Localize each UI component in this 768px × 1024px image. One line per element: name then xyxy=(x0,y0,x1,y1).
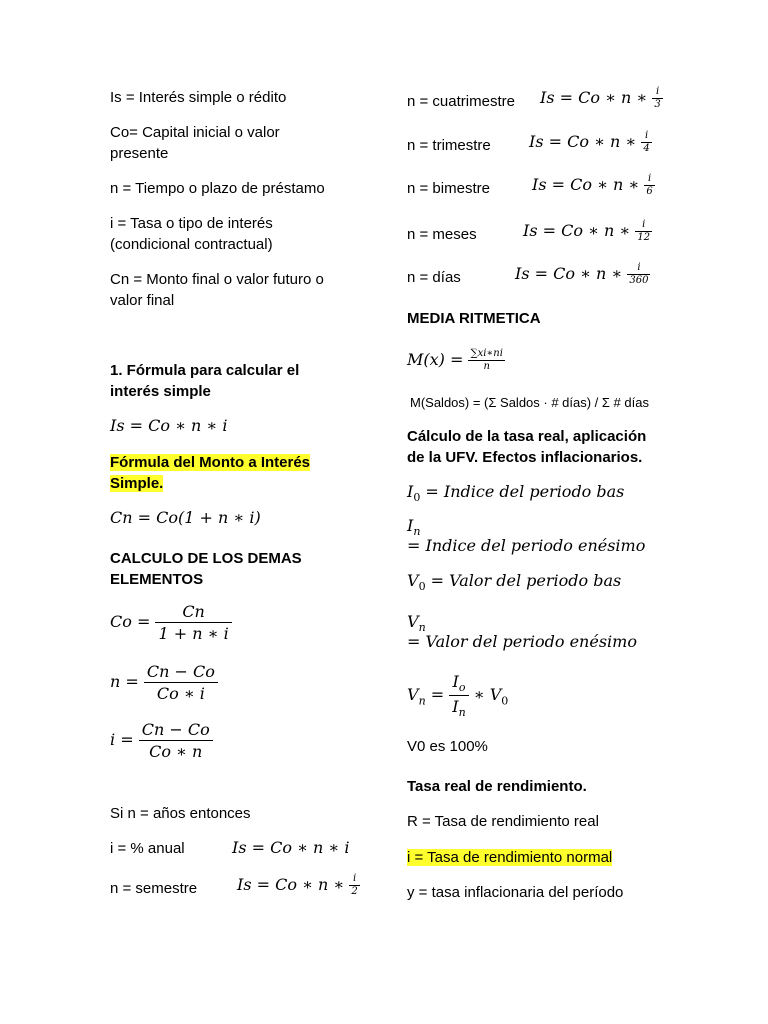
v0-symbol: V xyxy=(407,571,419,590)
def-v0 xyxy=(407,571,621,593)
formula-dias xyxy=(515,262,650,287)
n-dias: n = días xyxy=(407,269,461,286)
highlight-i-normal: i = Tasa de rendimiento normal xyxy=(407,849,613,866)
media-denominator: n xyxy=(483,361,490,372)
formula-n-lhs: n = xyxy=(110,672,139,691)
heading-formula-interes-line2: interés simple xyxy=(110,383,211,400)
def-i-line2: (condicional contractual) xyxy=(110,236,273,253)
formula-bimestre-body: Is = Co ∗ n ∗ xyxy=(532,175,640,194)
si-anos: Si n = años entonces xyxy=(110,805,251,822)
v0-definition: = Valor del periodo bas xyxy=(430,571,622,590)
def-in: = Indice del periodo enésimo xyxy=(407,536,646,555)
formula-anual: Is = Co ∗ n ∗ i xyxy=(232,838,350,857)
vn-den-symbol: I xyxy=(452,697,459,717)
def-n: n = Tiempo o plazo de préstamo xyxy=(110,180,325,197)
formula-vn-denominator xyxy=(449,696,468,719)
formula-co xyxy=(110,602,232,643)
vn-subscript: n xyxy=(418,621,426,635)
formula-n xyxy=(110,662,218,703)
formula-monto: Cn = Co(1 + n ∗ i) xyxy=(110,508,261,527)
def-i-line1: i = Tasa o tipo de interés xyxy=(110,215,273,232)
formula-i-lhs: i = xyxy=(110,730,134,749)
formula-co-denominator: 1 + n ∗ i xyxy=(158,624,229,643)
dias-denominator: 360 xyxy=(629,275,649,286)
heading-media: MEDIA RITMETICA xyxy=(407,310,541,327)
heading-tasa-real: Tasa real de rendimiento. xyxy=(407,778,587,795)
heading-monto-line1 xyxy=(110,452,310,473)
formula-vn-symbol: V xyxy=(407,685,419,705)
in-symbol-line xyxy=(407,516,420,538)
trimestre-denominator: 4 xyxy=(643,143,650,154)
trimestre-numerator: i xyxy=(641,130,651,143)
heading-monto-line2 xyxy=(110,473,163,494)
formula-semestre xyxy=(237,873,360,898)
heading-tasa-line1: Cálculo de la tasa real, aplicación xyxy=(407,428,647,445)
cuatrimestre-denominator: 3 xyxy=(654,99,661,110)
media-numerator: ∑xi∗ni xyxy=(470,348,503,359)
n-bimestre: n = bimestre xyxy=(407,180,490,197)
formula-media xyxy=(407,348,505,373)
formula-cuatrimestre xyxy=(540,86,663,111)
formula-trimestre xyxy=(529,130,652,155)
semestre-denominator: 2 xyxy=(351,886,358,897)
v0-subscript: 0 xyxy=(418,580,426,594)
formula-cuatrimestre-body: Is = Co ∗ n ∗ xyxy=(540,88,648,107)
vn-symbol-line xyxy=(407,612,426,634)
formula-n-denominator: Co ∗ i xyxy=(156,684,205,703)
formula-semestre-body: Is = Co ∗ n ∗ xyxy=(237,875,345,894)
vn-num-subscript: o xyxy=(458,681,466,695)
def-is: Is = Interés simple o rédito xyxy=(110,89,287,106)
i0-subscript: 0 xyxy=(413,491,421,505)
vn-den-subscript: n xyxy=(458,706,466,720)
formula-interes-simple: Is = Co ∗ n ∗ i xyxy=(110,416,228,435)
formula-co-lhs: Co = xyxy=(110,612,151,631)
semestre-numerator: i xyxy=(349,873,359,886)
def-cn-line1: Cn = Monto final o valor futuro o xyxy=(110,271,324,288)
highlight-monto-2: Simple. xyxy=(110,475,164,492)
dias-numerator: i xyxy=(627,262,650,275)
formula-vn-tail: ∗ V xyxy=(473,685,502,705)
m-saldos: M(Saldos) = (Σ Saldos · # días) / Σ # días xyxy=(410,395,649,410)
formula-meses-body: Is = Co ∗ n ∗ xyxy=(523,221,631,240)
n-meses: n = meses xyxy=(407,226,477,243)
formula-co-numerator: Cn xyxy=(155,602,231,623)
bimestre-denominator: 6 xyxy=(646,186,653,197)
def-i0 xyxy=(407,482,624,504)
bimestre-numerator: i xyxy=(644,173,654,186)
i0-symbol: I xyxy=(407,482,414,501)
heading-demas-line2: ELEMENTOS xyxy=(110,571,204,588)
i-anual: i = % anual xyxy=(110,840,185,857)
def-r: R = Tasa de rendimiento real xyxy=(407,813,599,830)
formula-bimestre xyxy=(532,173,655,198)
n-semestre: n = semestre xyxy=(110,880,198,897)
vn-num-symbol: I xyxy=(452,672,459,691)
formula-i-numerator: Cn − Co xyxy=(139,720,213,741)
heading-demas-line1: CALCULO DE LOS DEMAS xyxy=(110,550,302,567)
cuatrimestre-numerator: i xyxy=(652,86,662,99)
meses-denominator: 12 xyxy=(637,232,651,243)
formula-vn-subscript: n xyxy=(418,694,426,708)
highlight-monto-1: Fórmula del Monto a Interés xyxy=(110,454,311,471)
formula-vn xyxy=(407,672,508,719)
n-cuatrimestre: n = cuatrimestre xyxy=(407,93,515,110)
formula-n-numerator: Cn − Co xyxy=(144,662,218,683)
v0-percent: V0 es 100% xyxy=(407,738,488,755)
def-y: y = tasa inflacionaria del período xyxy=(407,884,624,901)
in-symbol: I xyxy=(407,516,414,535)
def-cn-line2: valor final xyxy=(110,292,175,309)
formula-dias-body: Is = Co ∗ n ∗ xyxy=(515,264,623,283)
i0-definition: = Indice del periodo bas xyxy=(425,482,625,501)
heading-formula-interes-line1: 1. Fórmula para calcular el xyxy=(110,362,300,379)
n-trimestre: n = trimestre xyxy=(407,137,491,154)
meses-numerator: i xyxy=(635,219,652,232)
formula-vn-numerator xyxy=(449,672,468,696)
def-i-normal xyxy=(407,847,612,868)
def-co-line2: presente xyxy=(110,145,169,162)
formula-i-denominator: Co ∗ n xyxy=(149,742,203,761)
formula-meses xyxy=(523,219,652,244)
formula-media-lhs: M(x) = xyxy=(407,350,464,369)
vn-symbol: V xyxy=(407,612,419,631)
formula-i xyxy=(110,720,213,761)
def-co-line1: Co= Capital inicial o valor xyxy=(110,124,280,141)
def-vn: = Valor del periodo enésimo xyxy=(407,632,637,651)
in-subscript: n xyxy=(413,525,421,539)
formula-vn-tail-subscript: 0 xyxy=(501,694,509,708)
heading-tasa-line2: de la UFV. Efectos inflacionarios. xyxy=(407,449,643,466)
formula-vn-equals: = xyxy=(430,685,445,705)
formula-trimestre-body: Is = Co ∗ n ∗ xyxy=(529,132,637,151)
